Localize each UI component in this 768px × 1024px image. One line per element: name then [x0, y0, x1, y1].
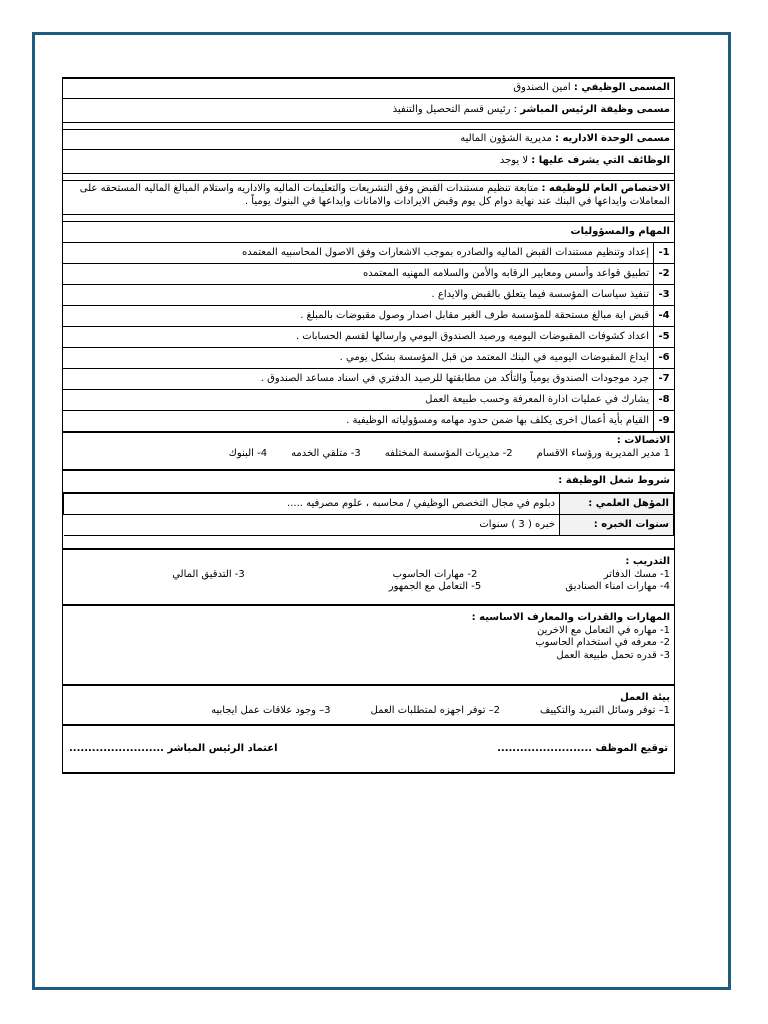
skill-item: 2- معرفه في استخدام الحاسوب [535, 637, 670, 648]
environment-item: 2– توفر اجهزه لمتطلبات العمل [370, 704, 501, 716]
job-description-form [62, 77, 675, 774]
contacts-section [63, 433, 674, 471]
job-title-label: المسمى الوظيفي : [573, 82, 670, 94]
task-text: تنفيذ سياسات المؤسسة فيما يتعلق بالقبض والايداع . [431, 288, 649, 300]
task-row [63, 242, 674, 263]
contact-item: 4- البنوك [228, 447, 268, 459]
general-duty [63, 181, 674, 215]
unit-label: مسمى الوحدة الاداريه : [555, 133, 670, 145]
spacer [63, 215, 674, 222]
task-number: 1- [653, 243, 674, 263]
task-number: 2- [653, 264, 674, 284]
environment-list [67, 705, 670, 718]
spacer [63, 123, 674, 130]
qualification-label: المؤهل العلمي : [560, 494, 674, 515]
contacts-title: الاتصالات : [616, 435, 670, 446]
task-number: 7- [653, 369, 674, 389]
manager-label: مسمى وظيفة الرئيس المباشر [520, 104, 670, 116]
manager-approval: اعتماد الرئيس المباشر ......................... [69, 742, 278, 754]
task-row [63, 326, 674, 347]
environment-title: بيئة العمل [620, 692, 670, 703]
task-number: 6- [653, 348, 674, 368]
task-row [63, 389, 674, 410]
task-text: إعداد وتنظيم مستندات القبض الماليه والصادره بموجب الاشعارات وفق الاصول المحاسبيه المعتمده [241, 246, 649, 258]
skills-title: المهارات والقدرات والمعارف الاساسيه : [471, 612, 670, 623]
task-row [63, 368, 674, 389]
training-title: التدريب : [625, 556, 670, 567]
skill-item: 3- قدره تحمل طبيعة العمل [556, 649, 670, 661]
training-item: 5- التعامل مع الجمهور [388, 581, 482, 592]
training-item: 4- مهارات امناء الصناديق [565, 581, 670, 592]
task-text: القيام بأية أعمال اخرى يكلف بها ضمن حدود مهامه ومسؤولياته الوظيفية . [346, 414, 649, 426]
general-duty-text: متابعة تنظيم مستندات القبض وفق التشريعات والتعليمات الماليه والاداريه واستلام المبالغ الماليه المستحقه على المعاملات وايداعها في البنك عند نهاية دوام كل يوم وقبض الايرادات والامانات وايداعها في البنوك يومياً . [79, 183, 670, 207]
environment-item: 3– وجود علاقات عمل ايجابيه [211, 704, 331, 716]
conditions-title: شروط شغل الوظيفة : [63, 471, 674, 493]
task-text: ايداع المقبوضات اليوميه في البنك المعتمد من قبل المؤسسة بشكل يومي . [339, 351, 649, 363]
job-title-value: امين الصندوق [513, 82, 571, 94]
contact-item: 3- متلقي الخدمه [291, 447, 361, 459]
environment-section [63, 686, 674, 726]
training-item: 1- مسك الدفاتر [603, 568, 670, 580]
task-text: اعداد كشوفات المقبوضات اليوميه ورصيد الصندوق اليومي وارسالها لقسم الحسابات . [295, 330, 649, 342]
training-list [67, 569, 670, 594]
unit-row [63, 130, 674, 150]
task-number: 8- [653, 390, 674, 410]
task-text: قبض اية مبالغ مستحقة للمؤسسة طرف الغير مقابل اصدار وصول مقبوضات بالمبلغ . [300, 309, 649, 321]
task-row [63, 347, 674, 368]
qualification-value: دبلوم في مجال التخصص الوظيفي / محاسبه ، علوم مصرفيه ..... [64, 494, 560, 515]
training-item: 3- التدقيق المالي [172, 568, 245, 580]
task-row [63, 410, 674, 431]
signature-row [63, 726, 674, 772]
task-text: جرد موجودات الصندوق يومياً والتأكد من مطابقتها للرصيد الدفتري في اسناد مساعد الصندوق . [260, 372, 649, 384]
supervised-label: الوظائف التي يشرف عليها : [531, 155, 670, 167]
task-row [63, 263, 674, 284]
task-number: 3- [653, 285, 674, 305]
general-duty-label: الاختصاص العام للوظيفه : [541, 183, 670, 194]
job-title-row [63, 79, 674, 99]
spacer [63, 174, 674, 181]
skills-section [63, 606, 674, 686]
contacts-list [67, 448, 670, 461]
skill-item: 1- مهاره في التعامل مع الاخرين [537, 624, 670, 636]
unit-value: مديرية الشؤون الماليه [460, 133, 552, 145]
contact-item: 1 مدير المديرية ورؤساء الاقسام [536, 447, 670, 459]
tasks-section [63, 222, 674, 433]
task-text: تطبيق قواعد وأسس ومعايير الرقابه والأمن والسلامه المهنيه المعتمده [362, 267, 649, 279]
task-number: 9- [653, 411, 674, 431]
manager-row [63, 99, 674, 123]
supervised-value: لا يوجد [499, 155, 529, 167]
experience-label: سنوات الخبره : [560, 515, 674, 536]
conditions-table [63, 493, 674, 536]
qualification-row [64, 494, 674, 515]
training-item: 2- مهارات الحاسوب [392, 568, 478, 580]
employee-signature: توقيع الموظف ......................... [497, 742, 668, 754]
task-text: يشارك في عمليات ادارة المعرفة وحسب طبيعة العمل [425, 393, 649, 405]
supervised-row [63, 150, 674, 174]
environment-item: 1– توفر وسائل التبريد والتكييف [540, 704, 670, 716]
task-row [63, 284, 674, 305]
training-section [63, 550, 674, 606]
task-number: 4- [653, 306, 674, 326]
manager-value: : رئيس قسم التحصيل والتنفيذ [392, 104, 518, 116]
task-number: 5- [653, 327, 674, 347]
contact-item: 2- مديريات المؤسسة المختلفه [384, 447, 513, 459]
experience-row [64, 515, 674, 536]
tasks-title: المهام والمسؤوليات [570, 225, 670, 237]
experience-value: خبره ( 3 ) سنوات [479, 518, 555, 530]
conditions-section [63, 493, 674, 550]
task-row [63, 305, 674, 326]
